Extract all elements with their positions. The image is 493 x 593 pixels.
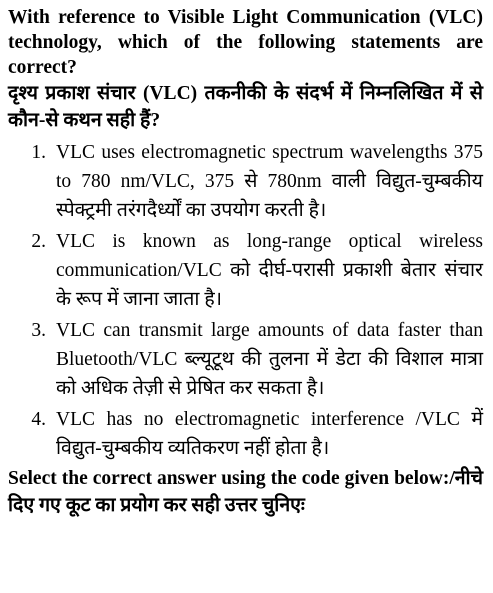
statement-text: VLC can transmit large amounts of data faster than Bluetooth/VLC ब्ल्यूटूथ की तुलना में डेटा की विशाल मात्रा को अधिक तेज़ी से प्रेषित कर सकता है। — [56, 320, 483, 399]
statement-number: 1. — [31, 142, 46, 163]
statement-text: VLC uses electromagnetic spectrum wavelengths 375 to 780 nm/VLC, 375 से 780nm वाली विद्युत-चुम्बकीय स्पेक्ट्रमी तरंगदैर्ध्यों का उपयोग करती है। — [56, 142, 483, 221]
statement-item — [8, 138, 483, 225]
statement-number: 4. — [31, 409, 46, 430]
question-hindi: दृश्य प्रकाश संचार (VLC) तकनीकी के संदर्भ में निम्नलिखित में से कौन-से कथन सही हैं? — [8, 83, 483, 131]
statement-item — [8, 227, 483, 314]
statement-item — [8, 405, 483, 463]
statement-number: 2. — [31, 231, 46, 252]
answer-instruction: Select the correct answer using the code given below:/नीचे दिए गए कूट का प्रयोग कर सही उत्तर चुनिएः — [8, 468, 483, 516]
statement-item — [8, 316, 483, 403]
question-english: With reference to Visible Light Communication (VLC) technology, which of the following statements are correct? — [8, 7, 483, 78]
statement-text: VLC is known as long-range optical wireless communication/VLC को दीर्घ-परासी प्रकाशी बेतार संचार के रूप में जाना जाता है। — [56, 231, 483, 310]
statement-number: 3. — [31, 320, 46, 341]
statement-text: VLC has no electromagnetic interference /VLC में विद्युत-चुम्बकीय व्यतिकरण नहीं होता है। — [56, 409, 483, 459]
statement-list — [8, 138, 483, 463]
